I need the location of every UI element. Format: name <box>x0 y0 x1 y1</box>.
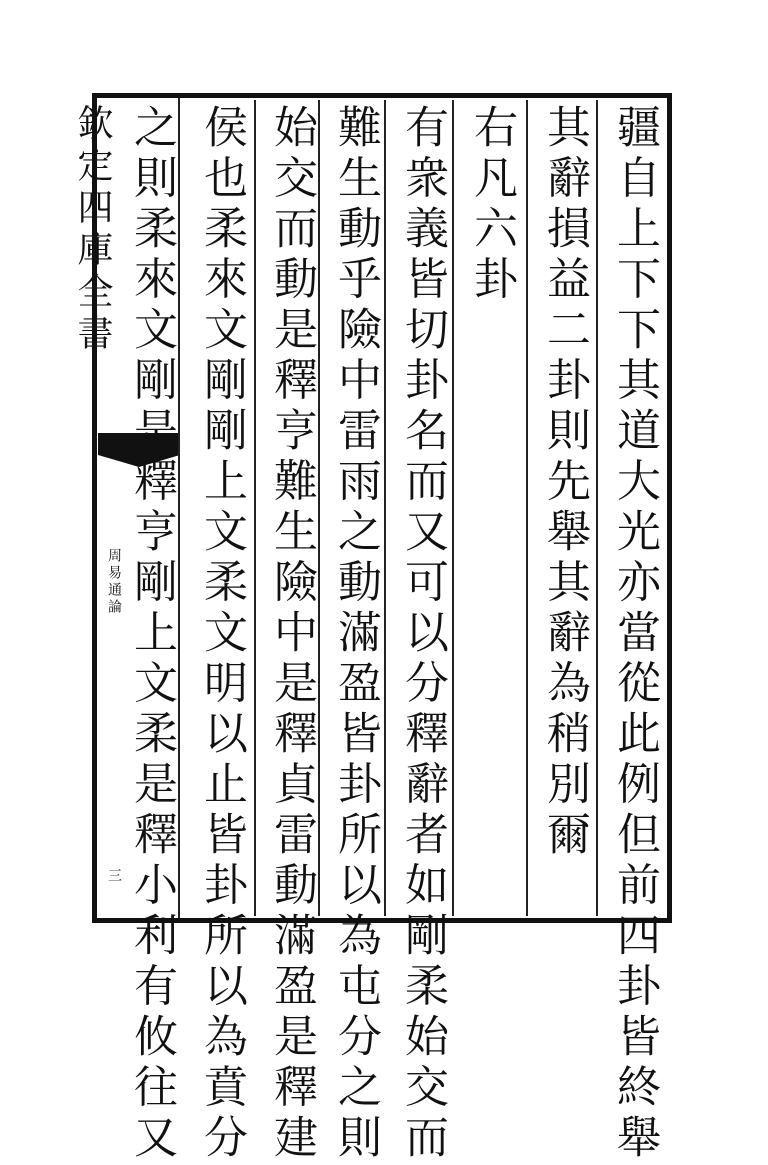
column-rule <box>384 100 386 916</box>
text-column-8: 之則柔來文剛是釋亨剛上文柔是釋小利有攸往又 <box>126 104 177 1165</box>
text-column-4: 有衆義皆切卦名而又可以分釋辭者如剛柔始交而 <box>397 104 448 1165</box>
page-number: 三 <box>106 868 122 882</box>
text-column-5: 難生動乎險中雷雨之動滿盈皆卦所以為屯分之則 <box>330 104 381 1165</box>
column-rule <box>526 100 528 916</box>
column-rule <box>254 100 256 916</box>
text-column-2: 其辭損益二卦則先舉其辭為稍別爾 <box>539 104 590 862</box>
collection-title: 欽定四庫全書 <box>72 104 113 356</box>
text-column-6: 始交而動是釋亨難生險中是釋貞雷動滿盈是釋建 <box>266 104 317 1165</box>
text-column-3: 右凡六卦 <box>466 104 517 306</box>
text-column-1: 疆自上下下其道大光亦當從此例但前四卦皆終舉 <box>609 104 660 1165</box>
column-rule <box>452 100 454 916</box>
text-column-7: 侯也柔來文剛剛上文柔文明以止皆卦所以為賁分 <box>196 104 247 1165</box>
book-title: 周易通論 <box>106 548 122 616</box>
column-rule <box>596 100 598 916</box>
